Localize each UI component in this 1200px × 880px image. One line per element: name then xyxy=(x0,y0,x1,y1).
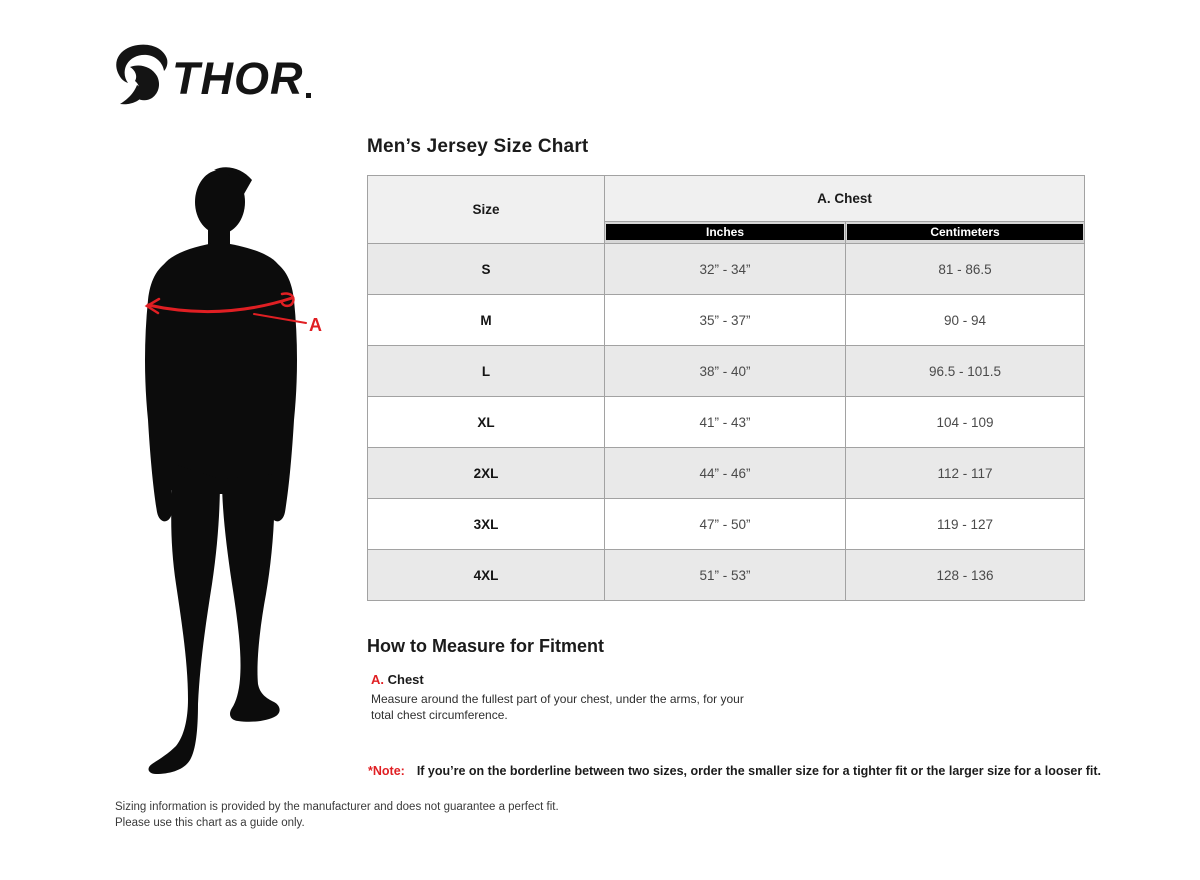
cm-cell: 112 - 117 xyxy=(846,448,1085,499)
chest-marker-label: A xyxy=(309,315,322,335)
cm-cell: 104 - 109 xyxy=(846,397,1085,448)
size-cell: M xyxy=(368,295,605,346)
inches-cell: 51” - 53” xyxy=(605,550,846,601)
subheader-centimeters: Centimeters xyxy=(847,224,1083,240)
inches-cell: 38” - 40” xyxy=(605,346,846,397)
note-label: *Note: xyxy=(368,764,405,778)
table-row xyxy=(368,397,1085,448)
inches-cell: 47” - 50” xyxy=(605,499,846,550)
cm-cell: 90 - 94 xyxy=(846,295,1085,346)
note-text: If you’re on the borderline between two sizes, order the smaller size for a tighter fit or the larger size for a looser fit. xyxy=(416,764,1101,778)
size-chart-title: Men’s Jersey Size Chart xyxy=(367,136,589,157)
column-header-size: Size xyxy=(368,176,605,244)
sizing-note xyxy=(368,764,1101,778)
male-body-silhouette-diagram xyxy=(126,164,348,786)
inches-cell: 32” - 34” xyxy=(605,244,846,295)
body-silhouette xyxy=(145,167,297,774)
cm-cell: 119 - 127 xyxy=(846,499,1085,550)
size-cell: S xyxy=(368,244,605,295)
disclaimer xyxy=(115,799,559,831)
cm-cell: 96.5 - 101.5 xyxy=(846,346,1085,397)
description-line: total chest circumference. xyxy=(371,708,508,722)
brand-trademark-dot xyxy=(306,93,311,98)
cm-cell: 81 - 86.5 xyxy=(846,244,1085,295)
table-row xyxy=(368,295,1085,346)
measure-item-label: Chest xyxy=(387,672,424,687)
size-chart-table xyxy=(367,175,1085,601)
disclaimer-line: Sizing information is provided by the manufacturer and does not guarantee a perfect fit. xyxy=(115,801,559,813)
table-row xyxy=(368,499,1085,550)
size-cell: XL xyxy=(368,397,605,448)
inches-cell: 41” - 43” xyxy=(605,397,846,448)
cm-cell: 128 - 136 xyxy=(846,550,1085,601)
table-row xyxy=(368,346,1085,397)
table-row xyxy=(368,448,1085,499)
subheader-inches: Inches xyxy=(606,224,844,240)
description-line: Measure around the fullest part of your chest, under the arms, for your xyxy=(371,692,744,706)
subheader-inches-cell xyxy=(605,222,846,244)
column-group-header-chest: A. Chest xyxy=(605,176,1085,222)
size-cell: L xyxy=(368,346,605,397)
brand-wordmark: THOR xyxy=(172,53,304,104)
brand-logo xyxy=(112,42,311,108)
measure-item-title xyxy=(371,672,744,687)
size-cell: 2XL xyxy=(368,448,605,499)
subheader-centimeters-cell xyxy=(846,222,1085,244)
size-cell: 4XL xyxy=(368,550,605,601)
measure-section-heading: How to Measure for Fitment xyxy=(367,636,605,656)
table-row xyxy=(368,244,1085,295)
thor-ram-head-icon xyxy=(112,42,168,108)
inches-cell: 44” - 46” xyxy=(605,448,846,499)
table-row xyxy=(368,550,1085,601)
measure-item-description xyxy=(371,691,744,723)
inches-cell: 35” - 37” xyxy=(605,295,846,346)
measure-item-key: A. xyxy=(371,672,384,687)
size-chart-table-container xyxy=(367,175,1085,601)
disclaimer-line: Please use this chart as a guide only. xyxy=(115,817,305,829)
size-cell: 3XL xyxy=(368,499,605,550)
measure-item-chest xyxy=(371,672,744,723)
